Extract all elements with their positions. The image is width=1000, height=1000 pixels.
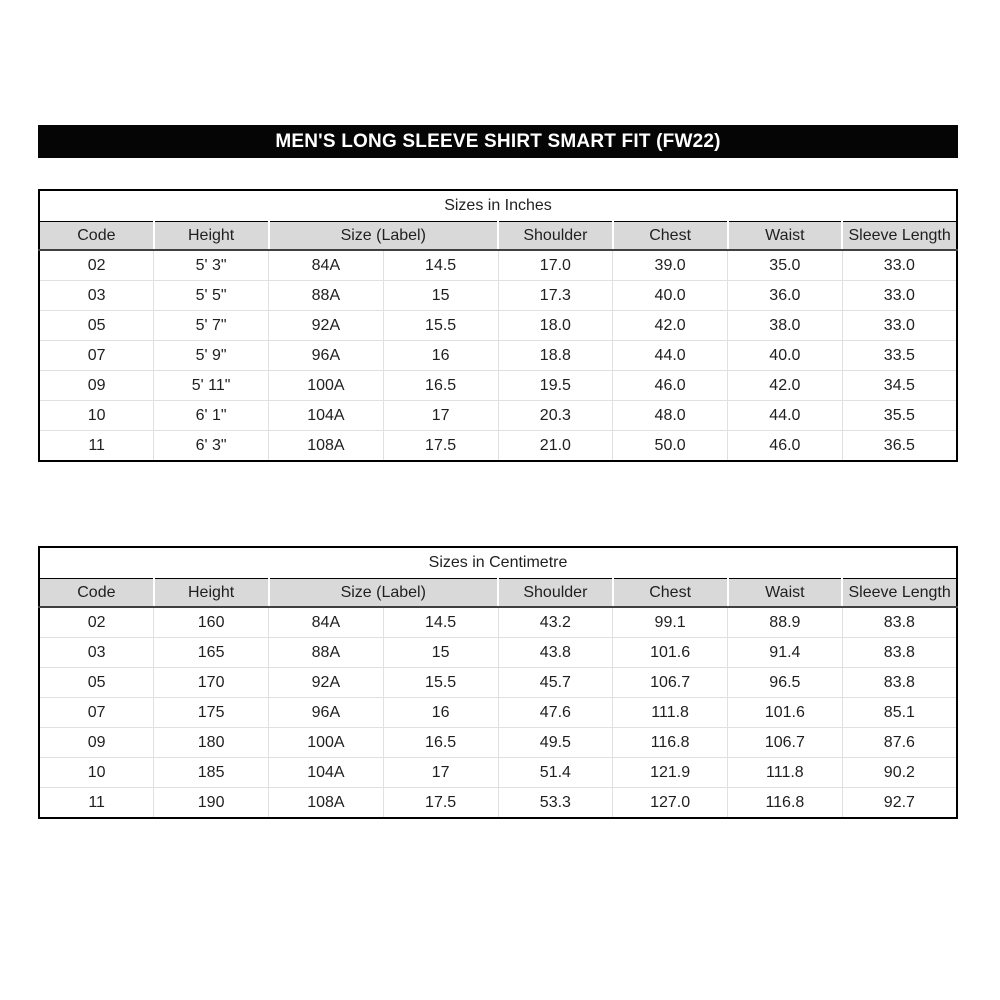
table-cell: 108A [269, 788, 384, 819]
table-cell: 121.9 [613, 758, 728, 788]
table-cell: 07 [39, 341, 154, 371]
table-cell: 40.0 [613, 281, 728, 311]
table-cell: 09 [39, 728, 154, 758]
table-cell: 18.8 [498, 341, 613, 371]
column-header-size-label: Size (Label) [269, 222, 499, 251]
table-cell: 10 [39, 758, 154, 788]
table-cell: 111.8 [613, 698, 728, 728]
column-header-shoulder: Shoulder [498, 222, 613, 251]
table-cell: 45.7 [498, 668, 613, 698]
table-cell: 175 [154, 698, 269, 728]
table-cell: 33.0 [842, 311, 957, 341]
table-cell: 15.5 [383, 668, 498, 698]
table-cell: 11 [39, 788, 154, 819]
table-cell: 42.0 [728, 371, 843, 401]
table-cell: 35.5 [842, 401, 957, 431]
table-cell: 09 [39, 371, 154, 401]
table-body [39, 250, 957, 461]
table-cell: 5' 7" [154, 311, 269, 341]
table-cell: 180 [154, 728, 269, 758]
table-cell: 16 [383, 698, 498, 728]
table-cell: 17 [383, 758, 498, 788]
column-header-shoulder: Shoulder [498, 579, 613, 608]
table-row [39, 431, 957, 462]
table-cell: 36.0 [728, 281, 843, 311]
table-cell: 35.0 [728, 250, 843, 281]
table-row [39, 607, 957, 638]
table-cell: 84A [269, 607, 384, 638]
sizes-in-inches-table [38, 189, 958, 462]
column-header-height: Height [154, 579, 269, 608]
table-cell: 91.4 [728, 638, 843, 668]
table-cell: 104A [269, 758, 384, 788]
table-cell: 15 [383, 281, 498, 311]
table-cell: 19.5 [498, 371, 613, 401]
table-cell: 20.3 [498, 401, 613, 431]
table-cell: 47.6 [498, 698, 613, 728]
table-cell: 160 [154, 607, 269, 638]
table-cell: 38.0 [728, 311, 843, 341]
table-cell: 92.7 [842, 788, 957, 819]
table-cell: 03 [39, 638, 154, 668]
table-row [39, 281, 957, 311]
column-header-height: Height [154, 222, 269, 251]
table-cell: 90.2 [842, 758, 957, 788]
table-cell: 48.0 [613, 401, 728, 431]
table-cell: 87.6 [842, 728, 957, 758]
table-cell: 51.4 [498, 758, 613, 788]
table-title-row [39, 190, 957, 222]
table-cell: 05 [39, 668, 154, 698]
table-cell: 39.0 [613, 250, 728, 281]
table-cell: 170 [154, 668, 269, 698]
table-cell: 85.1 [842, 698, 957, 728]
column-header-code: Code [39, 222, 154, 251]
table-cell: 88A [269, 281, 384, 311]
table-cell: 104A [269, 401, 384, 431]
table-row [39, 371, 957, 401]
table-cell: 185 [154, 758, 269, 788]
table-cell: 33.0 [842, 281, 957, 311]
column-header-row [39, 222, 957, 251]
table-cell: 03 [39, 281, 154, 311]
table-cell: 16.5 [383, 728, 498, 758]
table-cell: 106.7 [728, 728, 843, 758]
table-cell: 46.0 [613, 371, 728, 401]
table-cell: 99.1 [613, 607, 728, 638]
table-cell: 33.5 [842, 341, 957, 371]
table-cell: 111.8 [728, 758, 843, 788]
column-header-chest: Chest [613, 579, 728, 608]
table-cell: 34.5 [842, 371, 957, 401]
table-cell: 116.8 [728, 788, 843, 819]
table-cell: 44.0 [728, 401, 843, 431]
table-cell: 43.2 [498, 607, 613, 638]
table-cell: 5' 3" [154, 250, 269, 281]
table-cell: 16 [383, 341, 498, 371]
table-cell: 83.8 [842, 668, 957, 698]
table-title-row [39, 547, 957, 579]
table-cell: 101.6 [728, 698, 843, 728]
table-cell: 17 [383, 401, 498, 431]
table-cell: 15.5 [383, 311, 498, 341]
table-cell: 17.3 [498, 281, 613, 311]
product-title-banner [38, 125, 958, 158]
table-cell: 92A [269, 311, 384, 341]
table-cell: 46.0 [728, 431, 843, 462]
table-cell: 50.0 [613, 431, 728, 462]
sizes-in-centimetre-table [38, 546, 958, 819]
table-cell: 116.8 [613, 728, 728, 758]
table-row [39, 758, 957, 788]
table-cell: 40.0 [728, 341, 843, 371]
table-row [39, 311, 957, 341]
table-cell: 96A [269, 341, 384, 371]
table-cell: 17.5 [383, 431, 498, 462]
table-row [39, 401, 957, 431]
table-cell: 14.5 [383, 607, 498, 638]
table-cell: 5' 9" [154, 341, 269, 371]
table-row [39, 728, 957, 758]
table-cell: 49.5 [498, 728, 613, 758]
table-cell: 83.8 [842, 607, 957, 638]
table-cell: 33.0 [842, 250, 957, 281]
table-cell: 44.0 [613, 341, 728, 371]
table-cell: 96.5 [728, 668, 843, 698]
table-cell: 84A [269, 250, 384, 281]
table-cell: 17.5 [383, 788, 498, 819]
table-cell: 05 [39, 311, 154, 341]
table-cell: 106.7 [613, 668, 728, 698]
table-cell: 96A [269, 698, 384, 728]
table-row [39, 788, 957, 819]
table-title: Sizes in Inches [39, 190, 957, 222]
table-cell: 15 [383, 638, 498, 668]
table-cell: 88.9 [728, 607, 843, 638]
table-cell: 16.5 [383, 371, 498, 401]
table-cell: 83.8 [842, 638, 957, 668]
table-cell: 165 [154, 638, 269, 668]
table-cell: 108A [269, 431, 384, 462]
table-row [39, 250, 957, 281]
column-header-sleeve-length: Sleeve Length [842, 222, 957, 251]
table-cell: 6' 1" [154, 401, 269, 431]
table-cell: 101.6 [613, 638, 728, 668]
column-header-size-label: Size (Label) [269, 579, 499, 608]
column-header-chest: Chest [613, 222, 728, 251]
table-row [39, 638, 957, 668]
column-header-waist: Waist [728, 222, 843, 251]
table-cell: 100A [269, 371, 384, 401]
table-cell: 02 [39, 607, 154, 638]
table-cell: 5' 5" [154, 281, 269, 311]
table-cell: 100A [269, 728, 384, 758]
table-cell: 43.8 [498, 638, 613, 668]
table-cell: 5' 11" [154, 371, 269, 401]
table-row [39, 341, 957, 371]
table-cell: 6' 3" [154, 431, 269, 462]
table-row [39, 668, 957, 698]
table-cell: 42.0 [613, 311, 728, 341]
table-cell: 88A [269, 638, 384, 668]
table-title: Sizes in Centimetre [39, 547, 957, 579]
table-cell: 02 [39, 250, 154, 281]
column-header-waist: Waist [728, 579, 843, 608]
table-cell: 14.5 [383, 250, 498, 281]
table-cell: 17.0 [498, 250, 613, 281]
column-header-row [39, 579, 957, 608]
table-body [39, 607, 957, 818]
table-cell: 11 [39, 431, 154, 462]
table-cell: 07 [39, 698, 154, 728]
column-header-code: Code [39, 579, 154, 608]
column-header-sleeve-length: Sleeve Length [842, 579, 957, 608]
table-cell: 18.0 [498, 311, 613, 341]
table-row [39, 698, 957, 728]
table-cell: 53.3 [498, 788, 613, 819]
table-cell: 10 [39, 401, 154, 431]
table-cell: 36.5 [842, 431, 957, 462]
product-title: MEN'S LONG SLEEVE SHIRT SMART FIT (FW22) [275, 130, 721, 152]
table-cell: 190 [154, 788, 269, 819]
table-cell: 92A [269, 668, 384, 698]
table-cell: 127.0 [613, 788, 728, 819]
table-cell: 21.0 [498, 431, 613, 462]
